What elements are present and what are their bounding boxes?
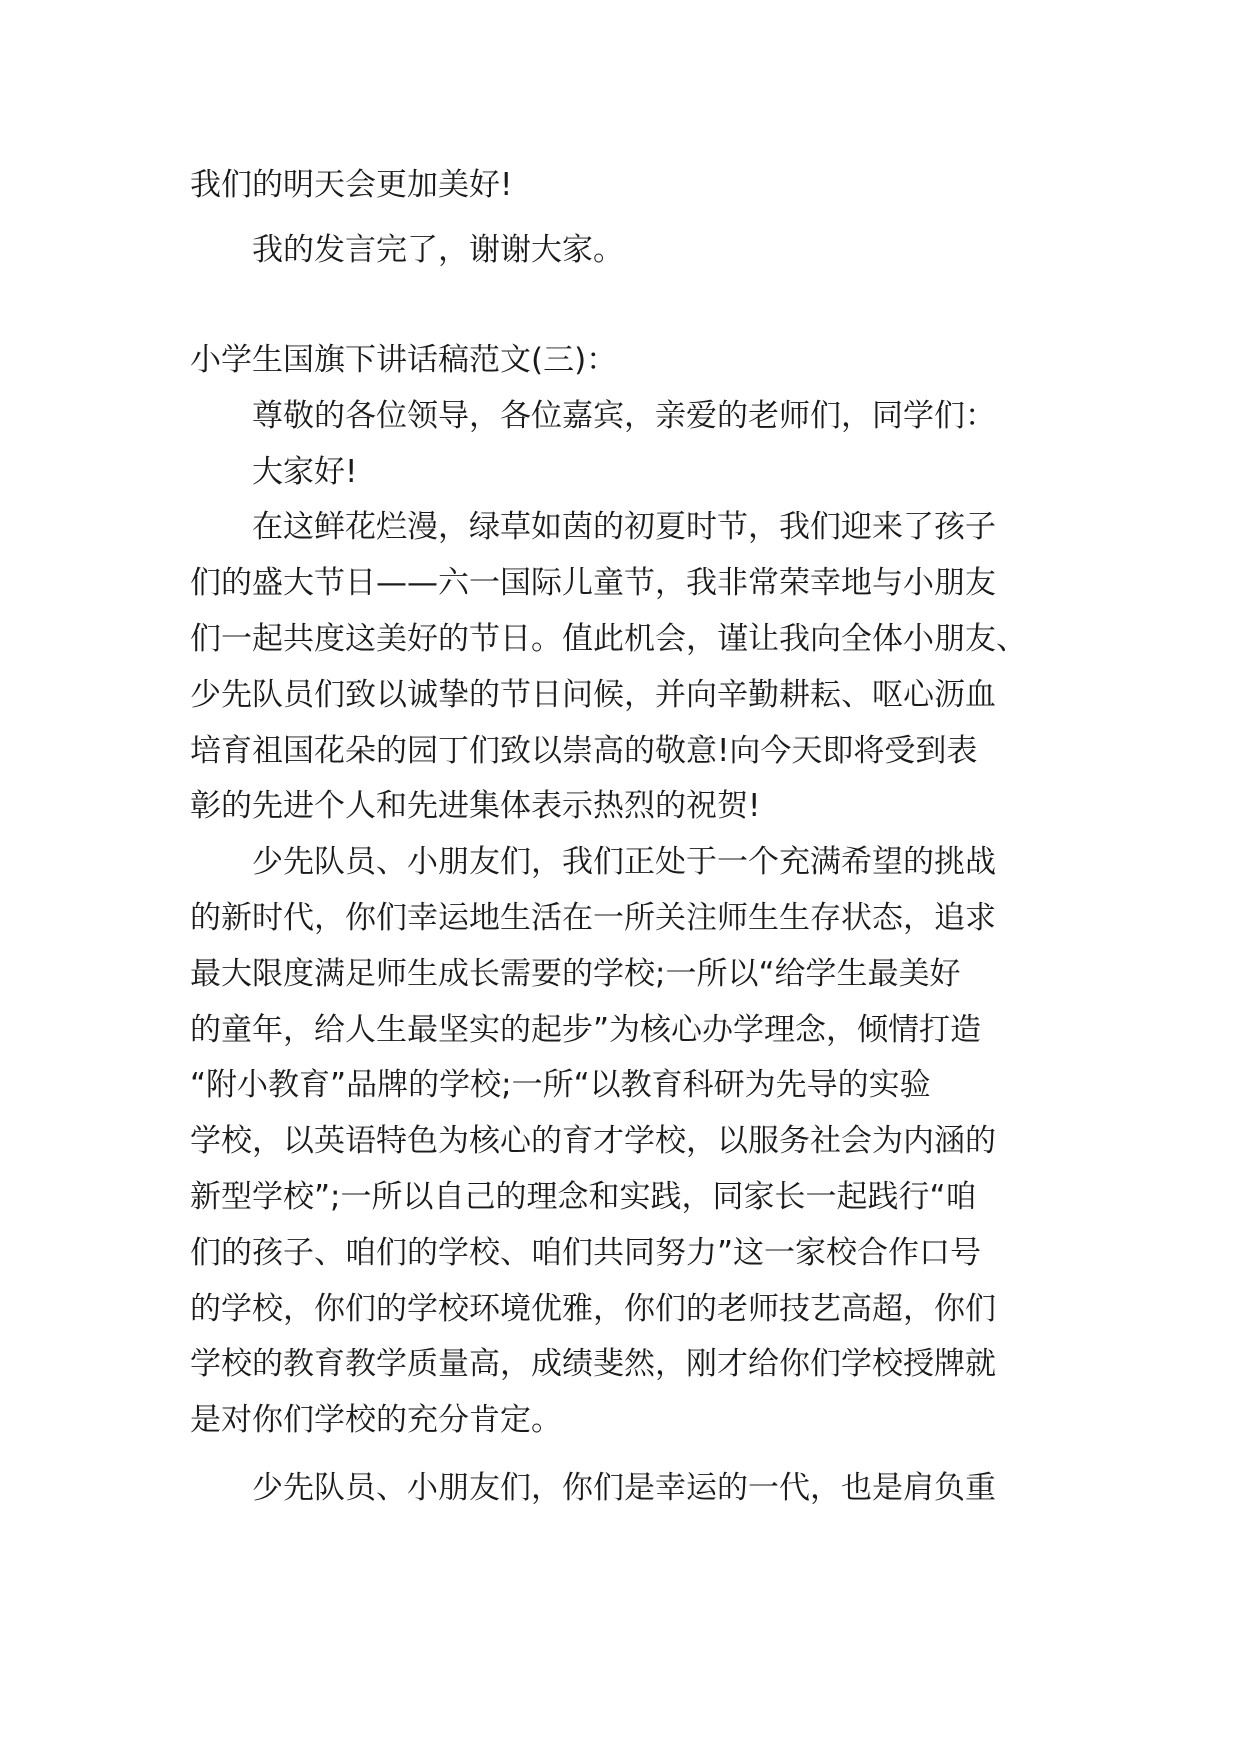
paragraph-line: 培育祖国花朵的园丁们致以崇高的敬意!向今天即将受到表 xyxy=(190,733,978,769)
paragraph-line: 最大限度满足师生成长需要的学校;一所以“给学生最美好 xyxy=(190,956,961,992)
paragraph-line: 我的发言完了，谢谢大家。 xyxy=(252,232,624,268)
paragraph-line: 的童年，给人生最坚实的起步”为核心办学理念，倾情打造 xyxy=(190,1012,982,1048)
salutation-line: 尊敬的各位领导，各位嘉宾，亲爱的老师们，同学们： xyxy=(252,398,996,434)
paragraph-line: 们的盛大节日——六一国际儿童节，我非常荣幸地与小朋友 xyxy=(190,565,996,601)
paragraph-line: “附小教育”品牌的学校;一所“以教育科研为先导的实验 xyxy=(190,1067,931,1103)
paragraph-line: 新型学校”;一所以自己的理念和实践，同家长一起践行“咱 xyxy=(190,1179,977,1215)
paragraph-line: 学校的教育教学质量高，成绩斐然，刚才给你们学校授牌就 xyxy=(190,1346,996,1382)
paragraph-line: 们的孩子、咱们的学校、咱们共同努力”这一家校合作口号 xyxy=(190,1235,982,1271)
paragraph-line: 学校，以英语特色为核心的育才学校，以服务社会为内涵的 xyxy=(190,1123,996,1159)
paragraph-line: 的学校，你们的学校环境优雅，你们的老师技艺高超，你们 xyxy=(190,1291,996,1327)
paragraph-line: 少先队员、小朋友们，我们正处于一个充满希望的挑战 xyxy=(252,844,996,880)
paragraph-line: 们一起共度这美好的节日。值此机会，谨让我向全体小朋友、 xyxy=(190,621,1027,657)
paragraph-line: 的新时代，你们幸运地生活在一所关注师生生存状态，追求 xyxy=(190,900,996,936)
paragraph-line: 是对你们学校的充分肯定。 xyxy=(190,1402,562,1438)
paragraph-line: 彰的先进个人和先进集体表示热烈的祝贺! xyxy=(190,788,761,824)
paragraph-line: 在这鲜花烂漫，绿草如茵的初夏时节，我们迎来了孩子 xyxy=(252,509,996,545)
paragraph-line: 少先队员们致以诚挚的节日问候，并向辛勤耕耘、呕心沥血 xyxy=(190,677,996,713)
greeting-line: 大家好! xyxy=(252,454,358,490)
paragraph-line: 少先队员、小朋友们，你们是幸运的一代，也是肩负重 xyxy=(252,1470,996,1506)
paragraph-line: 我们的明天会更加美好! xyxy=(190,167,513,203)
section-heading: 小学生国旗下讲话稿范文(三)： xyxy=(190,342,618,378)
